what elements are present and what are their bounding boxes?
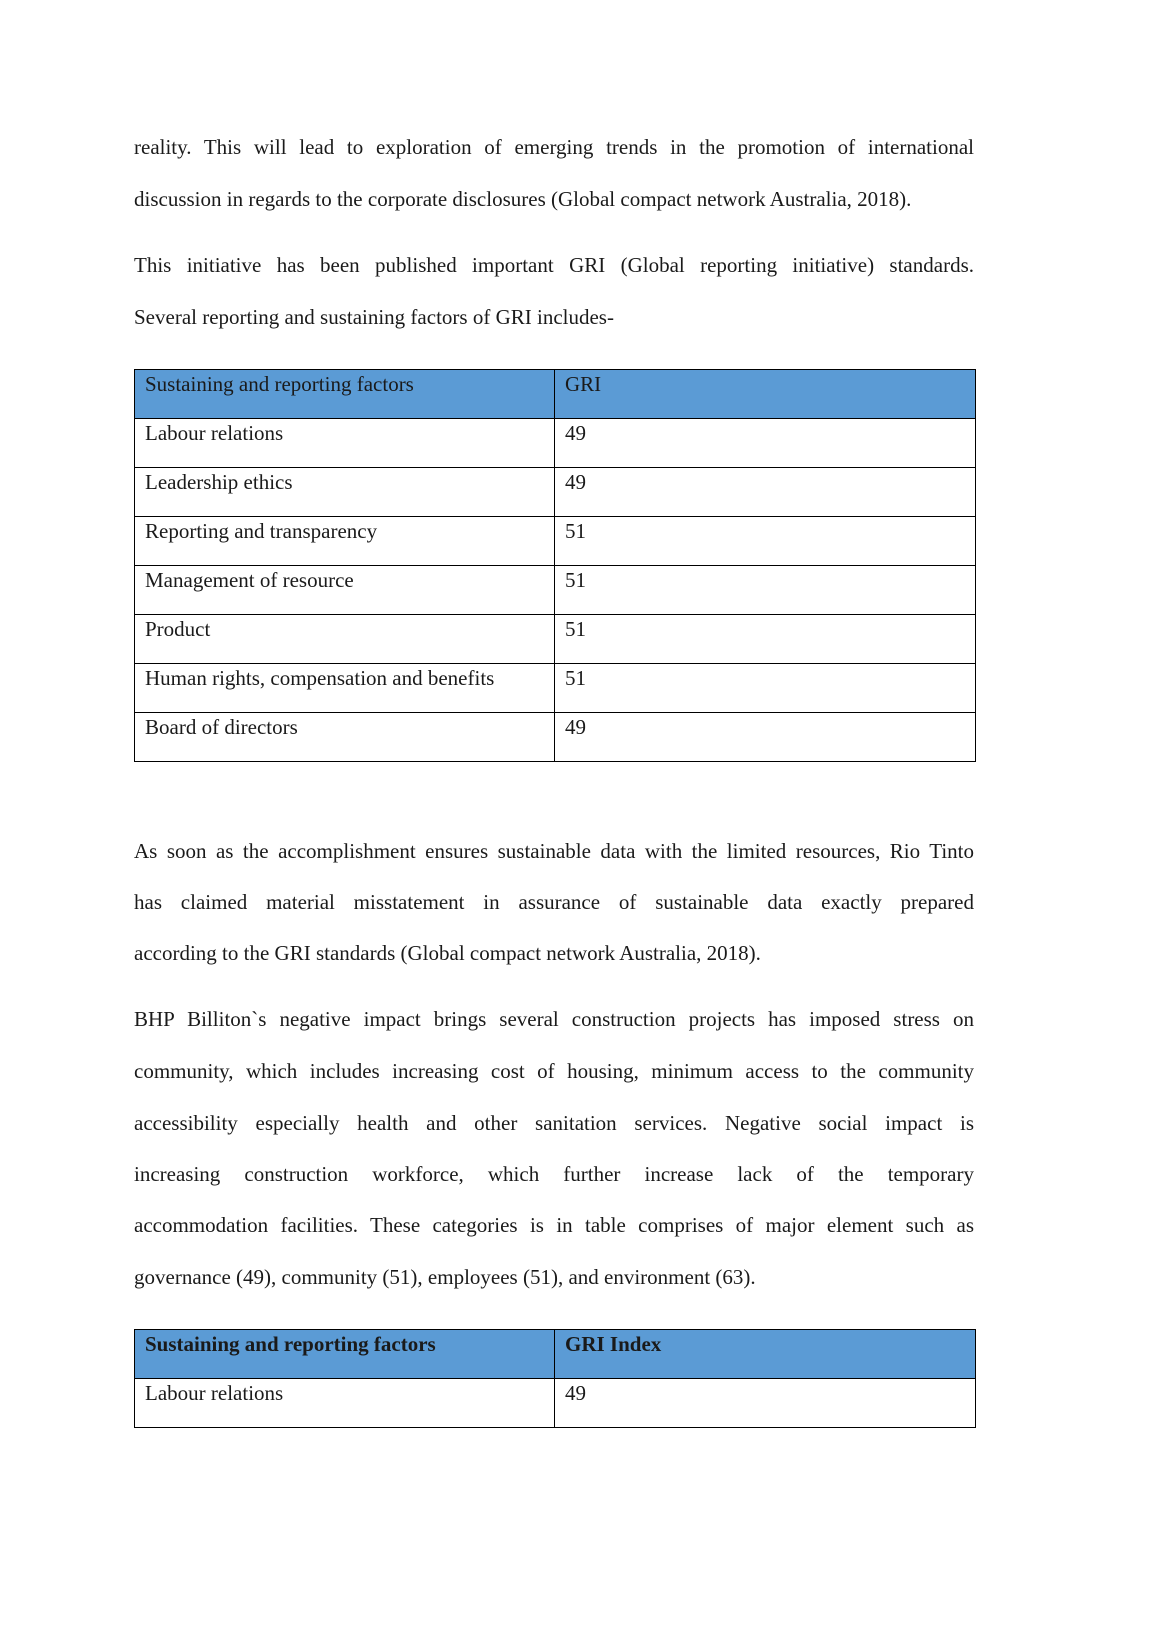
table-row — [135, 517, 976, 566]
factor-cell: Labour relations — [135, 419, 555, 468]
gri-index-table — [134, 1329, 976, 1428]
header-gri-index: GRI Index — [555, 1330, 976, 1379]
gri-factors-table — [134, 369, 976, 762]
paragraph-4-line-2: community, which includes increasing cost of housing, minimum access to the community — [134, 1059, 974, 1083]
gri-value-cell: 51 — [555, 566, 976, 615]
table-header-row — [135, 370, 976, 419]
header-gri: GRI — [555, 370, 976, 419]
table-row — [135, 419, 976, 468]
paragraph-4-line-1: BHP Billiton`s negative impact brings several construction projects has imposed stress on — [134, 1007, 974, 1031]
header-factors: Sustaining and reporting factors — [135, 1330, 555, 1379]
gri-value-cell: 49 — [555, 713, 976, 762]
table-row — [135, 664, 976, 713]
paragraph-3-line-1: As soon as the accomplishment ensures sustainable data with the limited resources, Rio Tinto — [134, 839, 974, 863]
table-row — [135, 713, 976, 762]
factor-cell: Management of resource — [135, 566, 555, 615]
factor-cell: Labour relations — [135, 1379, 555, 1428]
gri-value-cell: 49 — [555, 1379, 976, 1428]
table-row — [135, 468, 976, 517]
paragraph-1-line-1: reality. This will lead to exploration of emerging trends in the promotion of international — [134, 135, 974, 159]
factor-cell: Reporting and transparency — [135, 517, 555, 566]
factor-cell: Leadership ethics — [135, 468, 555, 517]
table-header-row — [135, 1330, 976, 1379]
factor-cell: Human rights, compensation and benefits — [135, 664, 555, 713]
paragraph-4-line-4: increasing construction workforce, which further increase lack of the temporary — [134, 1162, 974, 1186]
gri-value-cell: 49 — [555, 419, 976, 468]
gri-value-cell: 51 — [555, 664, 976, 713]
table-row — [135, 566, 976, 615]
table-row — [135, 1379, 976, 1428]
paragraph-4-line-3: accessibility especially health and other sanitation services. Negative social impact is — [134, 1111, 974, 1135]
factor-cell: Product — [135, 615, 555, 664]
gri-value-cell: 51 — [555, 517, 976, 566]
gri-value-cell: 49 — [555, 468, 976, 517]
paragraph-3-line-3: according to the GRI standards (Global compact network Australia, 2018). — [134, 941, 761, 965]
gri-value-cell: 51 — [555, 615, 976, 664]
paragraph-4-line-6: governance (49), community (51), employees (51), and environment (63). — [134, 1265, 756, 1289]
paragraph-2-line-1: This initiative has been published important GRI (Global reporting initiative) standards. — [134, 253, 974, 277]
factor-cell: Board of directors — [135, 713, 555, 762]
paragraph-2-line-2: Several reporting and sustaining factors of GRI includes- — [134, 305, 614, 329]
header-factors: Sustaining and reporting factors — [135, 370, 555, 419]
table-row — [135, 615, 976, 664]
paragraph-4-line-5: accommodation facilities. These categories is in table comprises of major element such as — [134, 1213, 974, 1237]
paragraph-3-line-2: has claimed material misstatement in assurance of sustainable data exactly prepared — [134, 890, 974, 914]
paragraph-1-line-2: discussion in regards to the corporate disclosures (Global compact network Australia, 2018). — [134, 187, 912, 211]
